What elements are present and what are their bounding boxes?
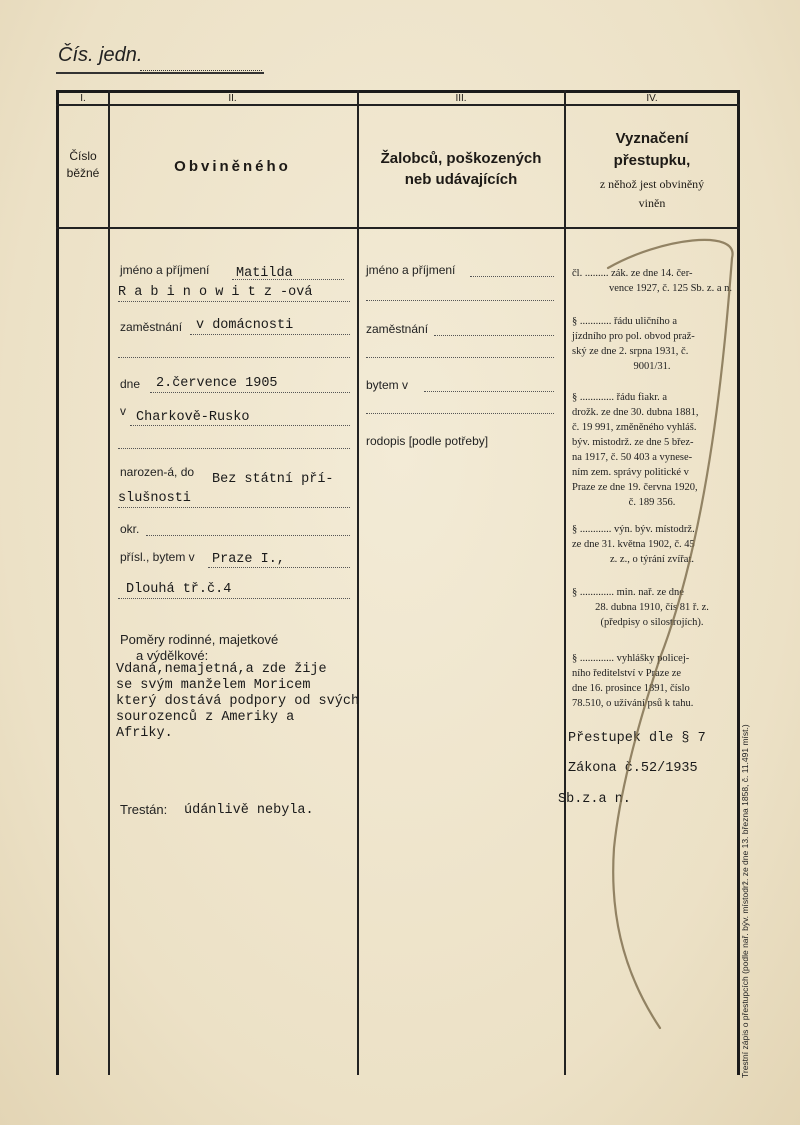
case-number-line (140, 70, 262, 71)
family-text-line: se svým manželem Moricem (116, 678, 311, 693)
fill-line (130, 425, 350, 426)
offence-clause-6 (572, 651, 732, 711)
offence-typed-1: Přestupek dle § 7 (568, 731, 706, 746)
offence-text-line: 28. dubna 1910, čís 81 ř. z. (595, 602, 709, 613)
fill-line (366, 300, 554, 301)
offence-text-line: dne 16. prosince 1891, číslo (572, 683, 690, 694)
accused-dob-prefix: dne (120, 377, 141, 391)
fill-line (118, 448, 350, 449)
roman-4: IV. (646, 93, 658, 104)
column-complainants-heading-line: neb udávajících (404, 171, 518, 188)
fill-line (470, 276, 554, 277)
offence-text-line: Praze ze dne 19. června 1920, (572, 482, 698, 493)
offence-text-line: § ............. vyhlášky policej- (572, 653, 690, 664)
offence-text-line: čl. ......... zák. ze dne 14. čer- (572, 268, 693, 279)
offence-text-line: (předpisy o silostrojích). (600, 617, 704, 628)
complainant-biography-label: rodopis [podle potřeby] (366, 434, 489, 448)
offence-text-line: býv. mistodrž. ze dne 5 břez- (572, 437, 694, 448)
fill-line (424, 391, 554, 392)
offence-text-line: č. 19 991, změněného vyhláš. (572, 422, 697, 433)
fill-line (190, 334, 350, 335)
complainant-name-label: jméno a příjmení (366, 263, 456, 277)
offence-text-line: 78.510, o užívání psů k tahu. (572, 698, 694, 709)
roman-1: I. (80, 93, 86, 104)
offence-clause-1 (572, 266, 732, 296)
offence-clause-3 (572, 390, 732, 510)
offence-text-line: vence 1927, č. 125 Sb. z. a n. (608, 283, 732, 294)
offence-text-line: č. 189 356. (628, 497, 676, 508)
offence-clause-5 (572, 585, 732, 630)
family-text-line: Vdaná,nemajetná,a zde žije (116, 662, 327, 677)
case-number-rule (56, 72, 264, 74)
accused-family-label-1: Poměry rodinné, majetkové (120, 632, 279, 647)
accused-birthplace-prefix: v (120, 404, 126, 418)
offence-typed-3: Sb.z.a n. (558, 792, 631, 807)
header-row-rule (56, 227, 740, 229)
accused-residence-label: přísl., bytem v (120, 550, 195, 564)
offence-typed-2: Zákona č.52/1935 (568, 761, 698, 776)
column-offence-heading-line: Vyznačení (615, 130, 689, 147)
side-form-note: Trestní zápis o přestupcích (podle nař. býv. místodrž. ze dne 13. března 1858, č. 11.491 míst.) (740, 724, 750, 1078)
family-text-line: Afriky. (116, 726, 173, 741)
accused-punished-value: údánlivě nebyla. (184, 803, 314, 818)
case-number-label: Čís. jedn. (58, 44, 143, 66)
column-offence-heading-line: přestupku, (613, 152, 691, 169)
fill-line (366, 357, 554, 358)
column-complainants-heading-line: Žalobců, poškozených (380, 150, 542, 167)
accused-nationality-2: slušnosti (118, 491, 191, 506)
accused-punished-label: Trestán: (120, 802, 168, 817)
accused-family-label-2: a výdělkové: (136, 648, 209, 663)
column-offence-subheading (566, 175, 738, 213)
family-text-line: sourozenců z Ameriky a (116, 710, 295, 725)
complainant-residence-label: bytem v (366, 378, 409, 392)
fill-line (366, 413, 554, 414)
fill-line (208, 567, 350, 568)
accused-dob: 2.července 1905 (156, 376, 278, 391)
column-divider-2 (357, 90, 359, 1075)
accused-family-text (116, 662, 359, 742)
fill-line (146, 535, 350, 536)
offence-text-line: ním zem. správy politické v (572, 467, 689, 478)
offence-text-line: z. z., o týrání zvířat. (610, 554, 694, 565)
accused-occupation: v domácnosti (196, 318, 294, 333)
column-number-heading-line: běžné (66, 166, 100, 180)
offence-text-line: § ............ výn. býv. místodrž. (572, 524, 695, 535)
offence-text-line: drožk. ze dne 30. dubna 1881, (572, 407, 699, 418)
offence-text-line: na 1917, č. 50 403 a vynese- (572, 452, 693, 463)
fill-line (118, 598, 350, 599)
offence-text-line: jízdního pro pol. obvod praž- (572, 331, 695, 342)
fill-line (118, 357, 350, 358)
offence-text-line: § ............. min. nař. ze dne (572, 587, 684, 598)
offence-clause-4 (572, 522, 732, 567)
accused-occupation-label: zaměstnání (120, 320, 183, 334)
roman-3: III. (455, 93, 467, 104)
fill-line (434, 335, 554, 336)
column-accused-heading: Obviněného (174, 158, 291, 175)
roman-2: II. (228, 93, 237, 104)
accused-first-name: Matilda (236, 266, 293, 281)
offence-text-line: § ............ řádu uličního a (572, 316, 677, 327)
offence-text-line: 9001/31. (633, 361, 671, 372)
column-number-heading-line: Číslo (69, 149, 97, 163)
accused-surname: R a b i n o w i t z -ová (118, 285, 313, 300)
accused-residence: Praze I., (212, 552, 285, 567)
accused-district-label: okr. (120, 522, 140, 536)
column-offence-subheading-line: z něhož jest obviněný (599, 177, 705, 191)
accused-name-label: jméno a příjmení (120, 263, 210, 277)
accused-born-label: narozen-á, do (120, 465, 195, 479)
column-divider-3 (564, 90, 566, 1075)
accused-birthplace: Charkově-Rusko (136, 410, 250, 425)
family-text-line: který dostává podpory od svých (116, 694, 360, 709)
accused-street: Dlouhá tř.č.4 (126, 582, 232, 597)
column-divider-1 (108, 90, 110, 1075)
column-complainants-heading (358, 148, 564, 190)
offence-clause-2 (572, 314, 732, 374)
column-offence-subheading-line: viněn (638, 196, 666, 210)
offence-text-line: ze dne 31. května 1902, č. 45 (572, 539, 695, 550)
fill-line (150, 392, 350, 393)
column-number-heading (58, 148, 108, 182)
fill-line (232, 279, 344, 280)
roman-row-rule (56, 104, 740, 106)
offence-text-line: ního ředitelství v Praze ze (572, 668, 682, 679)
accused-nationality-1: Bez státní pří- (212, 472, 334, 487)
column-offence-heading (566, 128, 738, 172)
fill-line (118, 507, 350, 508)
complainant-occupation-label: zaměstnání (366, 322, 429, 336)
fill-line (118, 301, 350, 302)
offence-text-line: § ............. řádu fiakr. a (572, 392, 668, 403)
offence-text-line: ský ze dne 2. srpna 1931, č. (572, 346, 689, 357)
